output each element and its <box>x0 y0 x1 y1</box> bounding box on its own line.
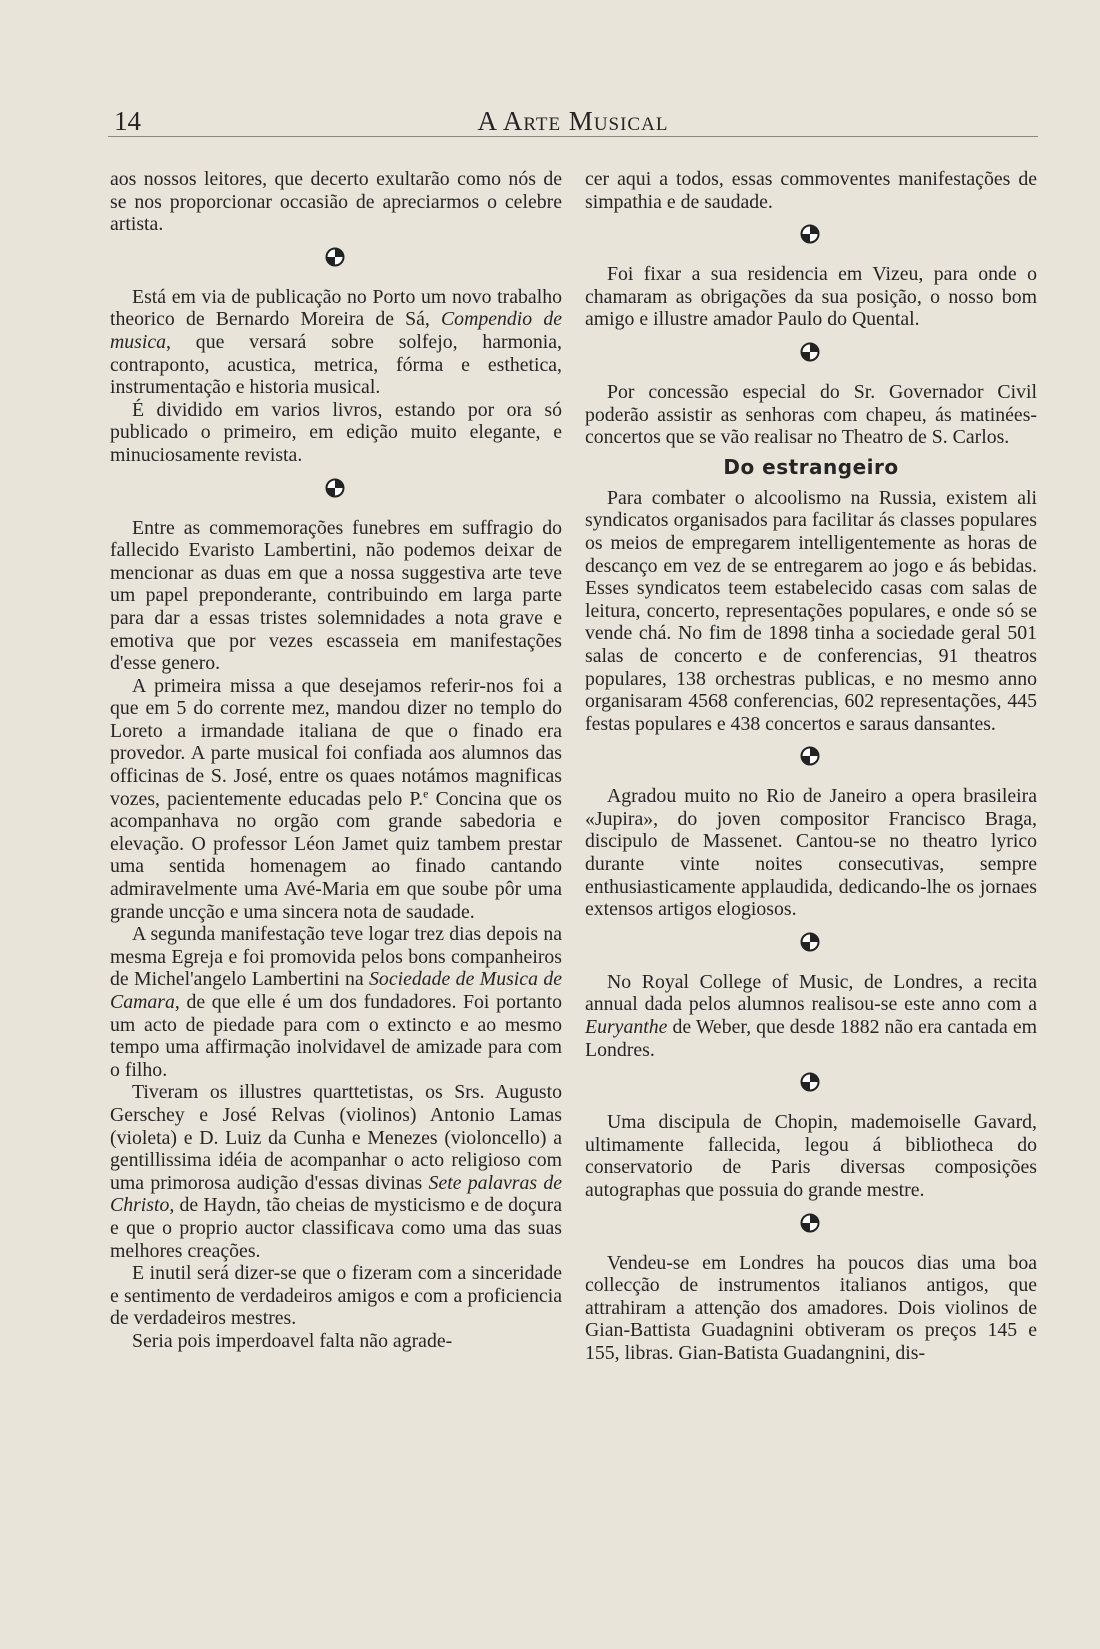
ornament-icon <box>324 477 348 503</box>
paragraph: Para combater o alcoolismo na Russia, existem ali syndicatos organisados para facilitar ás classes populares os meios de empregarem intelligentemente as horas de descanço em vez de se entregarem ao jogo e ás bebidas. Esses syndicatos teem estabelecido casas com salas de leitura, concerto, representações populares, e onde só se vende chá. No fim de 1898 tinha a sociedade geral 501 salas de concerto e de conferencias, 91 theatros populares, 138 orchestras publicas, e no mesmo anno organisaram 4568 conferencias, 602 representações, 445 festas populares e 438 concertos e saraus dansantes. <box>585 486 1037 735</box>
opera-title: Euryanthe <box>585 1016 668 1039</box>
right-column <box>585 168 1037 1365</box>
paragraph-text: Tiveram os illustres quarttetistas, os Srs. Augusto Gerschey e José Relvas (violinos) Antonio Lamas (violeta) e D. Luiz da Cunha e Menezes (violoncello) a gentillissima idéia de acompanhar o acto religioso com uma primorosa audição d'essas divinas <box>110 1081 562 1194</box>
ornament-icon <box>324 246 348 272</box>
paragraph: Foi fixar a sua residencia em Vizeu, para onde o chamaram as obrigações da sua posição, o nosso bom amigo e illustre amador Paulo do Quental. <box>585 263 1037 331</box>
paragraph-text: , que versará sobre solfejo, harmonia, contraponto, acustica, metrica, fórma e esthetica, instrumentação e historia musical. <box>110 330 562 399</box>
paragraph: aos nossos leitores, que decerto exultarão como nós de se nos proporcionar occasião de apreciarmos o celebre artista. <box>110 168 562 236</box>
book-title: Compendio de musica <box>110 308 562 353</box>
paragraph-text: de Weber, que desde 1882 não era cantada em Londres. <box>585 1016 1037 1061</box>
paragraph <box>110 1081 562 1262</box>
paragraph-text: Está em via de publicação no Porto um novo trabalho theorico de Bernardo Moreira de Sá, <box>110 285 562 331</box>
paragraph <box>110 923 562 1081</box>
paragraph: Uma discipula de Chopin, mademoiselle Gavard, ultimamente fallecida, legou á bibliotheca do conservatorio de Paris diversas composições autographas que possuia do grande mestre. <box>585 1111 1037 1201</box>
paragraph-text: , de Haydn, tão cheias de mysticismo e de doçura e que o proprio auctor classificava como uma das suas melhores creações. <box>110 1194 562 1262</box>
ornament-icon <box>799 1071 823 1097</box>
running-title: A Arte Musical <box>477 106 669 136</box>
paragraph: É dividido em varios livros, estando por ora só publicado o primeiro, em edição muito elegante, e minuciosamente revista. <box>110 398 562 466</box>
paragraph: Por concessão especial do Sr. Governador Civil poderão assistir as senhoras com chapeu, ás matinées-concertos que se vão realisar no Theatro de S. Carlos. <box>585 380 1037 449</box>
paragraph <box>110 286 562 399</box>
paragraph: Seria pois imperdoavel falta não agrade- <box>132 1329 453 1352</box>
paragraph-text: , de que elle é um dos fundadores. Foi portanto um acto de piedade para com o extincto e ao mesmo tempo uma affirmação inolvidavel de amizade para com o filho. <box>110 991 562 1081</box>
paragraph-text: A primeira missa a que desejamos referir-nos foi a que em 5 do corrente mez, mandou dizer no templo do Loreto a irmandade italiana de que o finado era provedor. A parte musical foi confiada aos alumnos das officinas de S. José, entre os quaes notámos magnificas vozes, pacientemente educadas pelo P. <box>110 674 562 810</box>
paragraph <box>110 675 562 924</box>
ornament-icon <box>799 931 823 957</box>
paragraph: Vendeu-se em Londres ha poucos dias uma boa collecção de instrumentos italianos antigos, que attrahiram a attenção dos amadores. Dois violinos de Gian-Battista Guadagnini obtiveram os preços 145 e 155, libras. Gian-Batista Guadangnini, dis- <box>585 1251 1037 1364</box>
paragraph-text: No Royal College of Music, de Londres, a recita annual dada pelos alumnos realisou-se este anno com a <box>585 970 1037 1016</box>
left-column <box>110 168 562 1353</box>
ornament-icon <box>799 341 823 367</box>
paragraph: Agradou muito no Rio de Janeiro a opera brasileira «Jupira», do joven compositor Francisco Braga, discipulo de Massenet. Cantou-se no theatro lyrico durante vinte noites consecutivas, sempre enthusiasticamente applaudida, dedicando-lhe os jornaes extensos artigos elogiosos. <box>585 785 1037 921</box>
ornament-icon <box>799 1212 823 1238</box>
work-title: Sete palavras de Christo <box>110 1171 563 1217</box>
paragraph: Entre as commemorações funebres em suffragio do fallecido Evaristo Lambertini, não podemos deixar de mencionar as duas em que a nossa suggestiva arte teve um papel preponderante, contribuindo em larga parte para dar a essas tristes solemnidades a nota grave e emotiva que por vezes escasseia em manifestações d'esse genero. <box>110 516 562 675</box>
page-number: 14 <box>114 106 141 136</box>
section-title: Do estrangeiro <box>723 454 899 479</box>
paragraph-text: A segunda manifestação teve logar trez dias depois na mesma Egreja e foi promovida pelos bons companheiros de Michel'angelo Lambertini na <box>110 923 562 991</box>
ornament-icon <box>799 223 823 249</box>
ornament-icon <box>799 745 823 771</box>
superscript: e <box>423 786 429 801</box>
paragraph: E inutil será dizer-se que o fizeram com a sinceridade e sentimento de verdadeiros amigos e com a proficiencia de verdadeiros mestres. <box>110 1262 562 1330</box>
paragraph <box>585 971 1037 1061</box>
paragraph: cer aqui a todos, essas commoventes manifestações de simpathia e de saudade. <box>585 168 1037 213</box>
page-header <box>108 100 1038 137</box>
paragraph-text: Concina que os acompanhava no orgão com grande sabedoria e elevação. O professor Léon Jamet quiz tambem prestar uma sentida homenagem ao finado cantando admiravelmente uma Avé-Maria em que soube pôr uma grande uncção e uma sincera nota de saudade. <box>110 787 562 923</box>
society-name: Sociedade de Musica de Camara <box>110 968 562 1013</box>
